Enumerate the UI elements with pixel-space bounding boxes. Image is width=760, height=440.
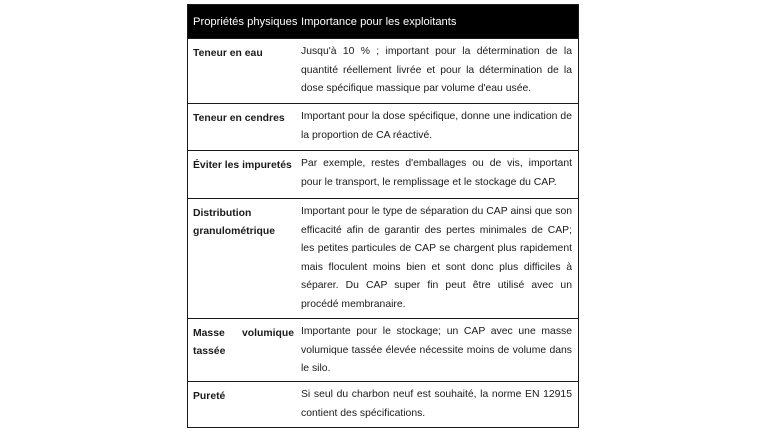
importance-particle-size: Important pour le type de séparation du CAP ainsi que son efficacité afin de garantir des pertes minimales de CAP; les petites particules de CAP se chargent plus rapidement mais floculent moins bien et sont donc plus difficiles à séparer. Du CAP super fin peut être utilisé avec un procédé membranaire. <box>301 206 572 310</box>
table-row-particle-size <box>188 198 578 318</box>
property-ash-content: Teneur en cendres <box>193 113 285 124</box>
table-header-row <box>188 5 578 38</box>
importance-bulk-density: Importante pour le stockage; un CAP avec une masse volumique tassée élevée nécessite moins de volume dans le silo. <box>301 326 572 375</box>
table-row-purity <box>188 381 578 427</box>
importance-impurities: Par exemple, restes d'emballages ou de vis, important pour le transport, le remplissage et le stockage du CAP. <box>301 158 572 188</box>
property-bulk-density <box>188 319 298 381</box>
table-row-impurities <box>188 150 578 198</box>
table-row-bulk-density <box>188 318 578 381</box>
property-bulk-density-line1: Masse volumique <box>193 328 294 339</box>
property-particle-size: Distribution granulométrique <box>193 208 275 237</box>
properties-table <box>187 4 579 428</box>
property-impurities: Éviter les impuretés <box>193 160 292 171</box>
property-water-content: Teneur en eau <box>193 48 263 59</box>
header-physical-properties: Propriétés physiques <box>193 15 298 28</box>
importance-water-content: Jusqu'à 10 % ; important pour la détermination de la quantité réellement livrée et pour la détermination de la dose spécifique massique par volume d'eau usée. <box>301 46 572 95</box>
header-importance: Importance pour les exploitants <box>301 15 457 28</box>
property-bulk-density-line2: tassée <box>193 346 226 357</box>
importance-purity: Si seul du charbon neuf est souhaité, la norme EN 12915 contient des spécifications. <box>301 389 572 419</box>
table-row-water-content <box>188 38 578 103</box>
table-row-ash-content <box>188 103 578 150</box>
importance-ash-content: Important pour la dose spécifique, donne une indication de la proportion de CA réactivé. <box>301 111 572 141</box>
property-purity: Pureté <box>193 391 226 402</box>
